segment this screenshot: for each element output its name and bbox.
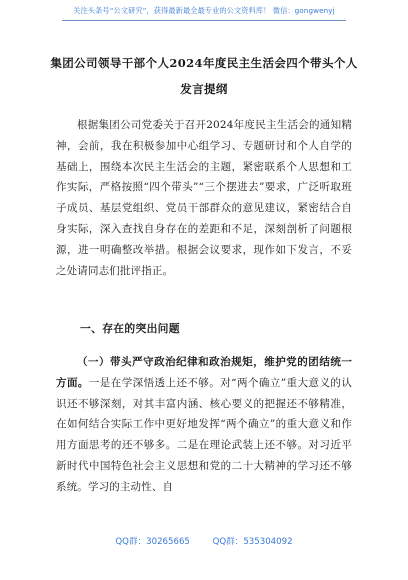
- footer-qq-right: QQ群：535304092: [212, 537, 293, 547]
- footer-qq-left: QQ群：30265665: [115, 537, 190, 547]
- header-divider: [62, 20, 346, 21]
- subsection-paragraph: [56, 352, 352, 498]
- document-title-line-2: 发言提纲: [180, 82, 228, 96]
- header-banner: 关注头条号“公文研究”，获得最新最全最专业的公文资料库！ 微信：gongwenyj: [73, 6, 335, 15]
- document-title-line-1: 集团公司领导干部个人2024年度民主生活会四个带头个人: [50, 56, 358, 70]
- subsection-lead: （一）带头严守政治纪律和政治规矩，维护党的团结统一方面。: [56, 356, 352, 389]
- intro-paragraph: 根据集团公司党委关于召开2024年度民主生活会的通知精神，会前，我在积极参加中心组学习、专题研讨和个人自学的基础上，围绕本次民主生活会的主题，紧密联系个人思想和工作实际，严格按照“四个带头”“三个摆进去”要求，广泛听取班子成员、基层党组织、党员干部群众的意见建议，紧密结合自身实际，深入查找自身存在的差距和不足，深刻剖析了问题根源，进一明确整改举措。根据会议要求，现作如下发言，不妥之处请同志们批评指正。: [56, 119, 352, 277]
- section-heading: 一、存在的突出问题: [80, 322, 180, 335]
- subsection-body: 一是在学深悟透上还不够。对“两个确立”重大意义的认识还不够深刻，对其丰富内涵、核心要义的把握还不够精准，在如何结合实际工作中更好地发挥“两个确立”的重大意义和作用方面思考的还不够多。二是在理论武装上还不够。对习近平新时代中国特色社会主义思想和党的二十大精神的学习还不够系统。学习的主动性、自: [56, 376, 352, 493]
- footer-qq-groups: [0, 536, 408, 548]
